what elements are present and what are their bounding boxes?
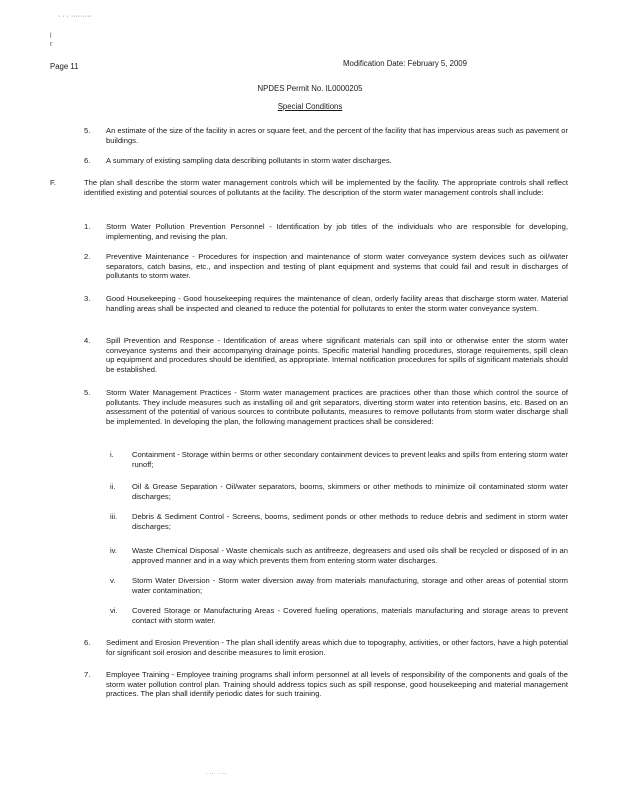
item-text: A summary of existing sampling data describing pollutants in storm water discharges. (106, 156, 392, 165)
section-label: F. (50, 178, 56, 187)
sub-item-text: Covered Storage or Manufacturing Areas - Covered fueling operations, materials manufacturing and storage areas to prevent contact with storm water. (132, 606, 568, 625)
sub-item-text: Storm Water Diversion - Storm water diversion away from materials manufacturing, storage and other areas of potential storm water contamination; (132, 576, 568, 595)
scan-mark-top: · · · ········· (58, 13, 92, 20)
item-number: 3. (84, 294, 91, 303)
item-number: 1. (84, 222, 91, 231)
scan-mark-left-2: r (50, 41, 53, 48)
item-text: Employee Training - Employee training programs shall inform personnel at all levels of responsibility of the components and goals of the storm water pollution control plan. Training should address topics such as spill response, good housekeeping and material management practices. The plan shall identify periodic dates for such training. (106, 670, 568, 699)
section-intro: The plan shall describe the storm water management controls which will be implemented by the facility. The appropriate controls shall reflect identified existing and potential sources of pollutants at the facility. The description of the storm water management controls shall include: (84, 178, 568, 197)
item-text: Sediment and Erosion Prevention - The plan shall identify areas which due to topography, activities, or other factors, have a high potential for significant soil erosion and describe measures to limit erosion. (106, 638, 568, 657)
item-number: 5. (84, 126, 91, 135)
modification-date: Modification Date: February 5, 2009 (343, 59, 467, 68)
item-text: Spill Prevention and Response - Identification of areas where significant materials can spill into or otherwise enter the storm water conveyance systems and their accompanying drainage points. Specific material handling procedures, storage requirements, spill clean up equipment and procedures should be identified, as appropriate. Internal notification procedures for spills of significant materials should be established. (106, 336, 568, 374)
permit-number: NPDES Permit No. IL0000205 (257, 84, 363, 93)
item-number: 5. (84, 388, 91, 397)
sub-item-number: i. (110, 450, 114, 459)
item-text: An estimate of the size of the facility in acres or square feet, and the percent of the facility that has impervious areas such as pavement or buildings. (106, 126, 568, 145)
item-text: Storm Water Management Practices - Storm water management practices are practices other than those which control the source of pollutants. They include measures such as installing oil and grit separators, diverting storm water into retention basins, etc. Based on an assessment of the potential of various sources to contribute pollutants, measures to remove pollutants from storm water discharge shall be implemented. In developing the plan, the following management practices shall be considered: (106, 388, 568, 426)
sub-item-number: iii. (110, 512, 118, 521)
sub-item-number: iv. (110, 546, 118, 555)
item-text: Preventive Maintenance - Procedures for inspection and maintenance of storm water conveyance system devices such as oil/water separators, catch basins, etc., and inspection and testing of plant equipment and systems that could fail and result in discharges of pollutants to storm water. (106, 252, 568, 281)
page-number: Page 11 (50, 62, 79, 71)
scan-mark-bottom: · ··· · ··· (206, 771, 227, 777)
item-text: Good Housekeeping - Good housekeeping requires the maintenance of clean, orderly facility areas that discharge storm water. Material handling areas shall be inspected and cleaned to reduce the potential for pollutants to enter the storm water conveyance system. (106, 294, 568, 313)
sub-item-number: vi. (110, 606, 118, 615)
sub-item-text: Oil & Grease Separation - Oil/water separators, booms, skimmers or other methods to minimize oil contaminated storm water discharges; (132, 482, 568, 501)
item-number: 6. (84, 156, 91, 165)
sub-item-number: v. (110, 576, 116, 585)
item-number: 6. (84, 638, 91, 647)
item-text: Storm Water Pollution Prevention Personnel - Identification by job titles of the individuals who are responsible for developing, implementing, and revising the plan. (106, 222, 568, 241)
scan-mark-left-1: l (50, 33, 52, 40)
sub-item-text: Debris & Sediment Control - Screens, booms, sediment ponds or other methods to reduce debris and sediment in storm water discharges; (132, 512, 568, 531)
sub-item-text: Waste Chemical Disposal - Waste chemicals such as antifreeze, degreasers and used oils shall be recycled or disposed of in an approved manner and in a way which prevents them from entering storm water discharges. (132, 546, 568, 565)
sub-item-text: Containment - Storage within berms or other secondary containment devices to prevent leaks and spills from entering storm water runoff; (132, 450, 569, 469)
item-number: 2. (84, 252, 91, 261)
section-title: Special Conditions (277, 102, 343, 111)
item-number: 4. (84, 336, 91, 345)
sub-item-number: ii. (110, 482, 116, 491)
item-number: 7. (84, 670, 91, 679)
